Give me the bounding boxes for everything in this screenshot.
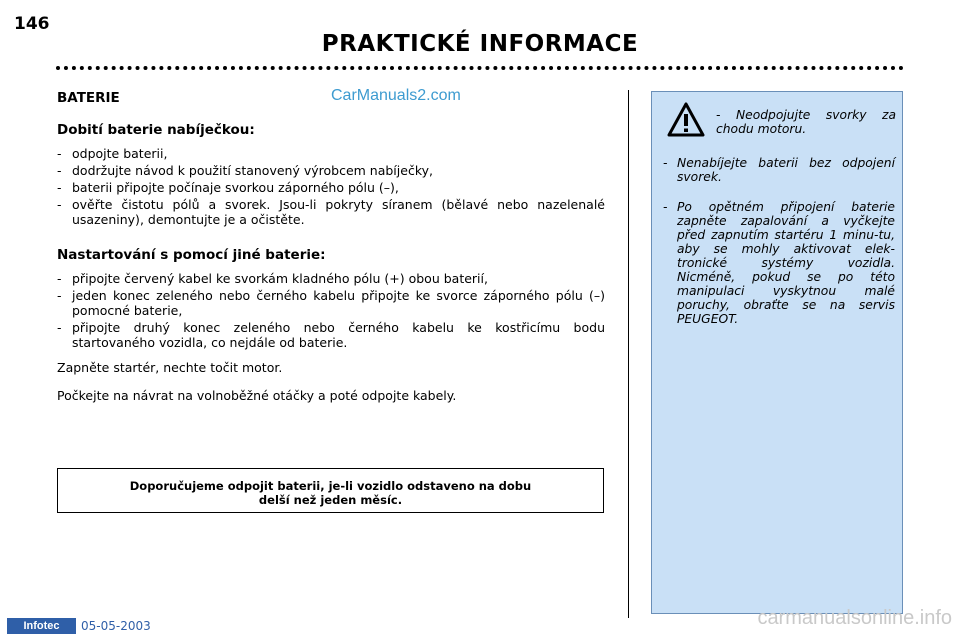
- jumpstart-steps: [57, 271, 605, 350]
- disconnect-instruction: Počkejte na návrat na volnoběžné otáčky a poté odpojte kabely.: [57, 388, 457, 403]
- column-divider: [628, 90, 629, 618]
- jumpstart-heading: Nastartování s pomocí jiné baterie:: [57, 247, 326, 263]
- list-item: - odpojte baterii,: [57, 146, 168, 161]
- list-item: - ověřte čistotu pólů a svorek. Jsou-li pokryty síranem (bělavé nebo nazelenalé usazeniny), demontujte je a očistěte.: [57, 197, 605, 227]
- page-title: PRAKTICKÉ INFORMACE: [321, 31, 639, 57]
- list-item: - Po opětném připojení baterie zapněte zapalování a vyčkejte před zapnutím startéru 1 minu-tu, aby se mohly aktivovat elek-tronické systémy vozidla. Nicméně, pokud se po této manipulaci vyskytnou malé poruchy, obraťte se na servis PEUGEOT.: [663, 200, 895, 326]
- infotec-logo: Infotec: [7, 618, 76, 634]
- charging-steps: [57, 146, 605, 227]
- recommendation-line-1: Doporučujeme odpojit baterii, je-li vozidlo odstaveno na dobu: [129, 479, 532, 493]
- list-item: - baterii připojte počínaje svorkou záporného pólu (–),: [57, 180, 399, 195]
- footer-date: 05-05-2003: [81, 619, 151, 633]
- warning-panel: [651, 91, 903, 614]
- warning-list: [663, 156, 895, 342]
- warning-first-item: - Neodpojujte svorky za chodu motoru.: [716, 108, 896, 136]
- list-item: - Nenabíjejte baterii bez odpojení svorek.: [663, 156, 895, 184]
- charging-heading: Dobití baterie nabíječkou:: [57, 122, 255, 138]
- list-item: - jeden konec zeleného nebo černého kabelu připojte ke svorce záporného pólu (–) pomocné baterie,: [57, 288, 605, 318]
- list-item: - připojte druhý konec zeleného nebo černého kabelu ke kostřicímu bodu startovaného vozidla, co nejdále od baterie.: [57, 320, 605, 350]
- recommendation-line-2: delší než jeden měsíc.: [258, 493, 403, 507]
- watermark-bottom: carmanualsonline.info: [757, 607, 952, 629]
- list-item: - dodržujte návod k použití stanovený výrobcem nabíječky,: [57, 163, 433, 178]
- warning-triangle-icon: [667, 102, 705, 138]
- main-column: [57, 90, 605, 403]
- watermark-top: CarManuals2.com: [331, 87, 461, 104]
- title-divider: [56, 66, 904, 70]
- page-number: 146: [14, 14, 50, 34]
- list-item: - připojte červený kabel ke svorkám kladného pólu (+) obou baterií,: [57, 271, 488, 286]
- recommendation-box: [57, 468, 604, 513]
- start-instruction: Zapněte startér, nechte točit motor.: [57, 360, 283, 375]
- section-heading: BATERIE: [57, 90, 120, 106]
